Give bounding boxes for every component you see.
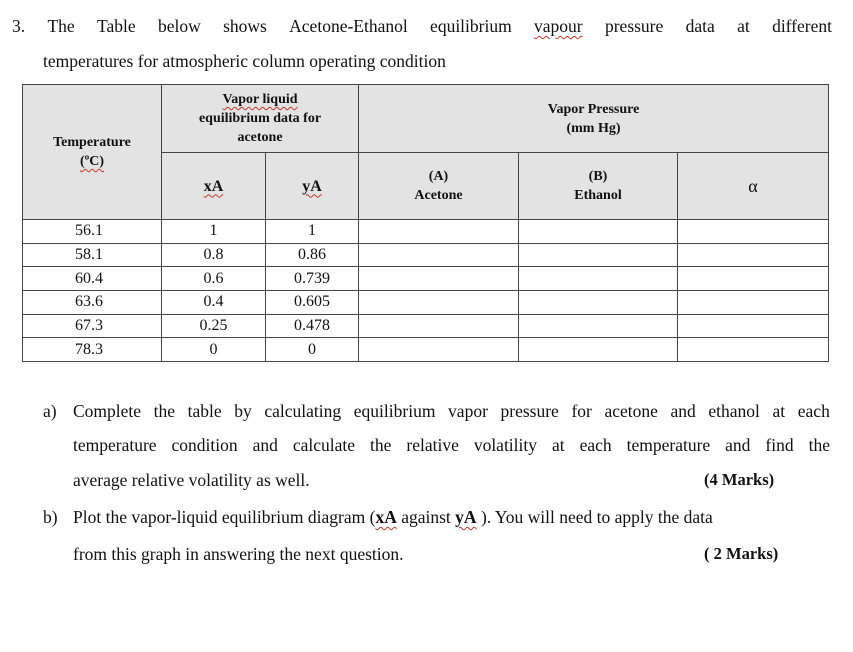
ya-header: yA <box>266 153 359 220</box>
text-word: table <box>187 401 222 421</box>
xa-cell: 0.6 <box>162 267 266 291</box>
question-word: The <box>47 16 75 36</box>
question-word: Table <box>97 16 136 36</box>
acetone-vp-cell <box>359 267 519 291</box>
ethanol-vp-cell <box>519 220 678 244</box>
text-word: and <box>670 401 696 421</box>
acetone-vp-cell <box>359 220 519 244</box>
alpha-cell <box>678 314 829 338</box>
table-row <box>23 291 829 315</box>
xa-cell: 0.8 <box>162 243 266 267</box>
xa-header: xA <box>162 153 266 220</box>
text-word: the <box>808 435 830 455</box>
ya-cell: 0.605 <box>266 291 359 315</box>
text-word: condition <box>171 435 238 455</box>
acetone-header: (A) Acetone <box>359 153 519 220</box>
text-word: each <box>797 401 830 421</box>
ya-cell: 0.739 <box>266 267 359 291</box>
text-word: and <box>725 435 751 455</box>
alpha-cell <box>678 338 829 362</box>
ya-symbol: yA <box>455 507 477 527</box>
ethanol-vp-cell <box>519 338 678 362</box>
text-word: equilibrium <box>353 401 436 421</box>
table-row <box>23 338 829 362</box>
acetone-vp-cell <box>359 291 519 315</box>
xa-symbol: xA <box>375 507 397 527</box>
temp-cell: 60.4 <box>23 267 162 291</box>
text-word: at <box>772 401 786 421</box>
alpha-cell <box>678 291 829 315</box>
question-word: pressure <box>604 16 664 36</box>
part-a-label: a) <box>43 401 57 421</box>
question-line-1 <box>12 16 832 37</box>
ethanol-vp-cell <box>519 267 678 291</box>
acetone-vp-cell <box>359 243 519 267</box>
text-word: the <box>153 401 176 421</box>
table-row <box>23 243 829 267</box>
text-word: calculate <box>292 435 356 455</box>
temp-cell: 56.1 <box>23 220 162 244</box>
ya-cell: 0 <box>266 338 359 362</box>
alpha-header: α <box>678 153 829 220</box>
temperature-unit: (ºC) <box>79 154 105 169</box>
alpha-cell <box>678 220 829 244</box>
text-word: ethanol <box>708 401 760 421</box>
text-word: volatility <box>473 435 538 455</box>
text-word: acetone <box>604 401 658 421</box>
question-number: 3. <box>12 16 26 36</box>
text-word: temperature <box>626 435 711 455</box>
question-word: equilibrium <box>430 16 512 36</box>
part-a-marks: (4 Marks) <box>704 470 775 489</box>
question-word: below <box>157 16 201 36</box>
text-word: for <box>571 401 592 421</box>
text-word: vapor <box>448 401 488 421</box>
temp-cell: 78.3 <box>23 338 162 362</box>
vapor-pressure-header: Vapor Pressure (mm Hg) <box>359 85 829 153</box>
part-b-marks: ( 2 Marks) <box>704 544 779 563</box>
text-word: and <box>252 435 278 455</box>
xa-cell: 0.25 <box>162 314 266 338</box>
acetone-vp-cell <box>359 338 519 362</box>
table-row <box>23 314 829 338</box>
text-word: Complete <box>73 401 142 421</box>
ethanol-vp-cell <box>519 243 678 267</box>
text-word: the <box>370 435 392 455</box>
question-word: different <box>772 16 832 36</box>
ya-cell: 0.86 <box>266 243 359 267</box>
question-word: shows <box>223 16 267 36</box>
equilibrium-table <box>22 84 829 362</box>
text-word: pressure <box>500 401 559 421</box>
table-row <box>23 267 829 291</box>
xa-cell: 0 <box>162 338 266 362</box>
question-line-2: temperatures for atmospheric column operating condition <box>43 51 446 71</box>
acetone-vp-cell <box>359 314 519 338</box>
text-word: relative <box>406 435 459 455</box>
ethanol-vp-cell <box>519 291 678 315</box>
question-word: Acetone-Ethanol <box>289 16 408 36</box>
temp-cell: 63.6 <box>23 291 162 315</box>
question-word: data <box>685 16 715 36</box>
text-word: calculating <box>264 401 342 421</box>
question-word: at <box>737 16 750 36</box>
text-word: at <box>551 435 565 455</box>
text-word: temperature <box>73 435 157 455</box>
xa-cell: 0.4 <box>162 291 266 315</box>
temp-cell: 67.3 <box>23 314 162 338</box>
question-word: vapour <box>534 16 583 36</box>
part-b-label: b) <box>43 507 58 527</box>
alpha-cell <box>678 243 829 267</box>
ethanol-header: (B) Ethanol <box>519 153 678 220</box>
vle-header: Vapor liquid equilibrium data for acetone <box>162 85 359 153</box>
ya-cell: 1 <box>266 220 359 244</box>
text-word: each <box>579 435 612 455</box>
xa-cell: 1 <box>162 220 266 244</box>
text-word: by <box>234 401 252 421</box>
temp-cell: 58.1 <box>23 243 162 267</box>
text-word: find <box>765 435 794 455</box>
temperature-header: Temperature (ºC) <box>23 85 162 220</box>
table-row <box>23 220 829 244</box>
alpha-cell <box>678 267 829 291</box>
ya-cell: 0.478 <box>266 314 359 338</box>
ethanol-vp-cell <box>519 314 678 338</box>
